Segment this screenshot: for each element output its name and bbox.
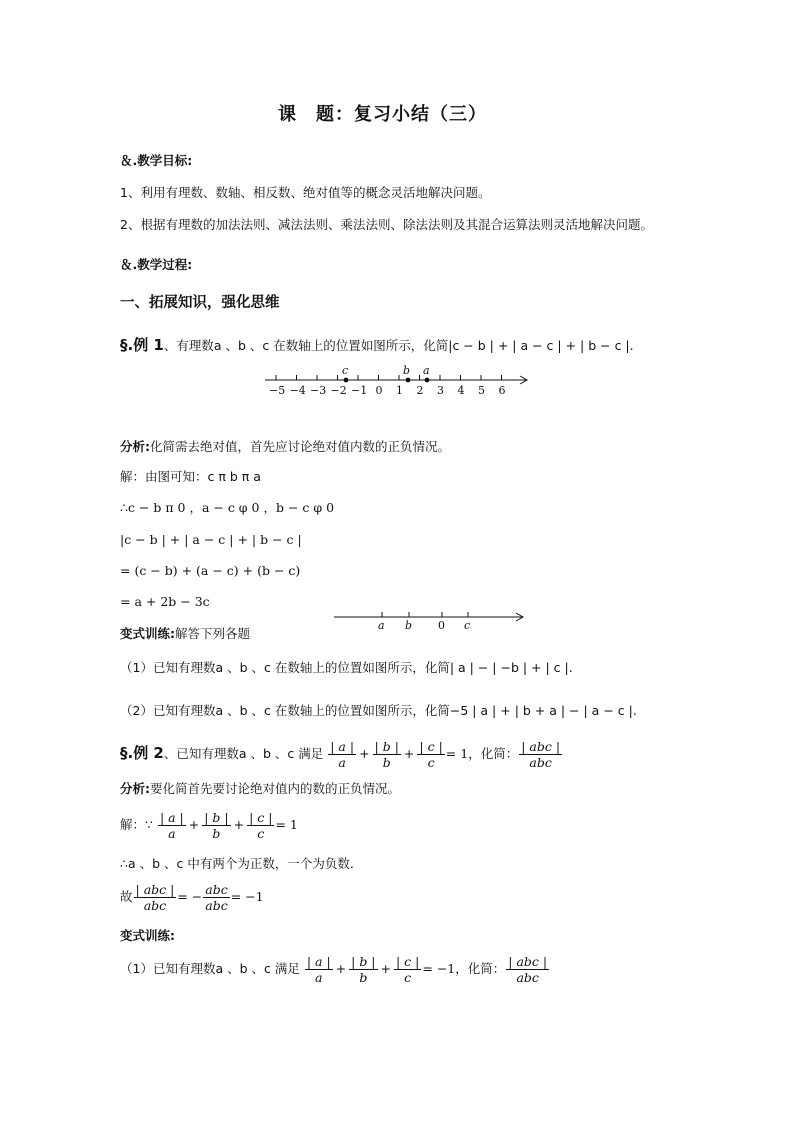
process-heading: ＆.教学过程: — [120, 257, 193, 272]
tick-label: 1 — [396, 384, 403, 397]
fraction-abs-abc-over-abc: $\frac{\text{| abc |}}{\text{abc}}$ — [521, 739, 561, 770]
tick-label: −1 — [351, 384, 368, 397]
page-title: 课 题：复习小结（三） — [278, 104, 487, 125]
section-heading: 一、拓展知识，强化思维 — [120, 295, 280, 311]
variant-question-2: （2）已知有理数a 、b 、c 在数轴上的位置如图所示，化简−5 | a | + | b + a | − | a − c |. — [120, 703, 637, 718]
analysis-text-2: 要化简首先要讨论绝对值内的数的正负情况。 — [150, 781, 401, 796]
example-1-text: 、有理数a 、b 、c 在数轴上的位置如图所示，化简|c − b | + | a − c | + | b − c |. — [163, 338, 634, 353]
solution-line-5: = a + 2b − 3c — [120, 594, 210, 609]
analysis-text: 化简需去绝对值，首先应讨论绝对值内数的正负情况。 — [150, 439, 451, 454]
example-1-analysis — [120, 438, 450, 456]
number-line-1 — [262, 362, 542, 402]
example-2-solution-1: 解：∵ $\frac{| a |}{a}$ + $\frac{| b |}{b}$ + $\frac{| c |}{c}$ = 1 — [120, 810, 298, 841]
variant-label-2: 变式训练: — [120, 928, 175, 943]
solution-line-4: = (c − b) + (a − c) + (b − c) — [120, 563, 301, 578]
example-2-solution-3: 故 $\frac{\text{| abc |}}{\text{abc}}$ = − $\frac{\text{abc}}{\text{abc}}$ = −1 — [120, 882, 264, 913]
fraction-abs-a-over-a: $\frac{| a |}{a}$ — [330, 739, 355, 770]
point-b-label: b — [403, 364, 411, 377]
tick-label: 3 — [437, 384, 444, 397]
tick-label: −4 — [289, 384, 306, 397]
objective-item-2: 2、根据有理数的加法法则、减法法则、乘法法则、除法法则及其混合运算法则灵活地解决问题。 — [120, 217, 653, 232]
fraction-abs-b-over-b: $\frac{| b |}{b}$ — [374, 739, 399, 770]
point-c-label: c — [342, 364, 349, 377]
point-a-label: a — [423, 364, 430, 377]
tick-label: −3 — [310, 384, 327, 397]
analysis-label-2: 分析: — [120, 781, 150, 796]
tick-label: 2 — [416, 384, 424, 397]
tick-label: −5 — [269, 384, 286, 397]
tick-label: −2 — [330, 384, 347, 397]
example-2-analysis — [120, 780, 400, 798]
tick-label: 0 — [375, 384, 383, 397]
solution-line-3: |c − b | + | a − c | + | b − c | — [120, 532, 302, 547]
nl2-label-a: a — [378, 619, 385, 632]
tick-label: 6 — [498, 384, 506, 397]
variant-training-1 — [120, 625, 250, 643]
nl2-label-b: b — [405, 619, 413, 632]
variant-question-3: （1）已知有理数a 、b 、c 满足 $\frac{| a |}{a}$ + $\frac{| b |}{b}$ + $\frac{| c |}{c}$ = −1，化简： $\frac{\text{| abc |}}{\text{abc}}$ — [120, 954, 548, 985]
variant-text: 解答下列各题 — [175, 626, 251, 641]
objectives-heading: ＆.教学目标: — [120, 153, 193, 168]
example-2-solution-2: ∴a 、b 、c 中有两个为正数，一个为负数. — [120, 856, 354, 871]
solution-line-2: ∴c − b π 0 ，a − c φ 0 ，b − c φ 0 — [120, 500, 335, 515]
objective-item-1: 1、利用有理数、数轴、相反数、绝对值等的概念灵活地解决问题。 — [120, 185, 491, 200]
variant-label: 变式训练: — [120, 626, 175, 641]
nl2-label-zero: 0 — [438, 619, 445, 632]
nl2-label-c: c — [464, 619, 471, 632]
tick-label: 4 — [457, 384, 465, 397]
example-2-text: 、已知有理数a 、b 、c 满足 — [163, 746, 324, 761]
tick-label: 5 — [478, 384, 485, 397]
example-2-statement: §.例 2、已知有理数a 、b 、c 满足 $\frac{| a |}{a}$ + $\frac{| b |}{b}$ + $\frac{| c |}{c}$ = 1，化简： $\frac{\text{| abc |}}{\text{abc}}$ — [120, 739, 561, 770]
example-2-label: §.例 2 — [120, 744, 164, 762]
fraction-abs-c-over-c: $\frac{| c |}{c}$ — [419, 739, 443, 770]
solution-line-1: 解：由图可知：c π b π a — [120, 469, 261, 484]
variant-question-1: （1）已知有理数a 、b 、c 在数轴上的位置如图所示，化简| a | − | −b | + | c |. — [120, 660, 573, 675]
number-line-2 — [332, 607, 532, 633]
example-1-label: §.例 1 — [120, 336, 164, 354]
example-1-statement — [120, 336, 634, 355]
analysis-label: 分析: — [120, 439, 150, 454]
